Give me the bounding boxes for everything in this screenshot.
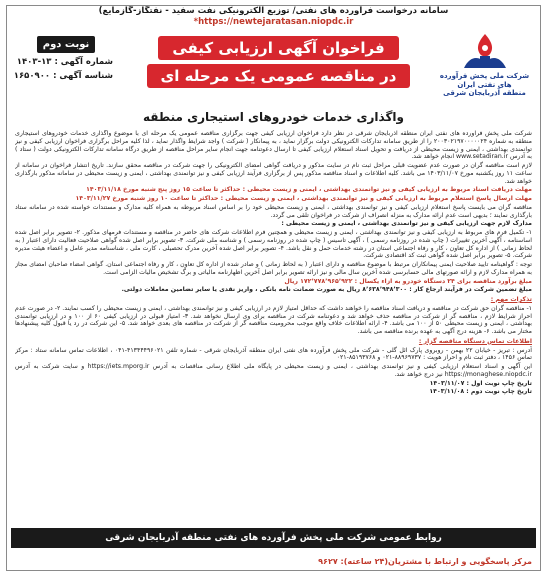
tender-subject: واگذاری خدمات خودروهای استیجاری منطقه (142, 110, 404, 124)
deadline-submit: مهلت ارسال پاسخ استعلام مربوط به ارزیابی کیفی و نیز توانمندی بهداشتی ، ایمنی و زیست محیطی : حداکثر تا ساعت ۱۰ روز شنبه مورخ ۱۴۰۳/۱۱/۲۷ (75, 195, 532, 202)
public-relations-bar: روابط عمومی شرکت ملی پخش فرآورده های نفتی منطقه آذربایجان شرقی (11, 528, 536, 548)
notice-numbers (15, 36, 113, 81)
estimate-amount: مبلغ برآورد مناقصه برای ۲۴ دستگاه خودرو به ازاء یکسال : ۱۷۲٬۷۷۸٬۹۶۵٬۹۲۲ ریال (284, 277, 532, 285)
paragraph-note: توجه : گواهینامه تایید صلاحیت ایمنی پیمانکاران مرتبط با موضوع مناقصه و دارای اعتبار ( به لحاظ زمانی ) و صادر شده از اداره کل تعاون ، کار و رفاه اجتماعی استان. گواهی امضاء صاحبان امضای مجاز به همراه مدارک لازم و ارائه صورتهای مالی حسابرسی شده آخرین سال مالی و نیز ارائه تصویر برابر اصل آخرین اظهارنامه مالیاتی و برگ تشخیص مالیات الزامی است. (15, 261, 532, 276)
header-strip (7, 6, 540, 30)
logo-name-line1: شرکت ملی پخش فرآورده های نفتی ایران (439, 72, 530, 89)
first-print-date: تاریخ چاپ نوبت اول : ۱۴۰۳/۱۱/۰۷ (429, 379, 532, 387)
system-line: سامانه درخواست فرآورده های نفتی/ توزیع الکترونیکی نفت سفید - نفتگاز-گازمایع) (98, 6, 449, 16)
notice-body (15, 130, 532, 482)
title-line-2: در مناقصه عمومی یک مرحله ای (147, 64, 411, 88)
second-print-date: تاریخ چاپ نوبت دوم : ۱۴۰۳/۱۱/۰۸ (429, 388, 532, 396)
required-docs-list: ۱- تکمیل فرم های مربوط به ارزیابی کیفی و نیز توانمندی بهداشتی ، ایمنی و زیست محیطی و همچنین فرم اطلاعات شرکت های حاضر در مناقصه و مستندات فرمهای مذکور. ۲- تصویر برابر اصل شده اساسنامه ، آگهی آخرین تغییرات ( چاپ شده در روزنامه رسمی ) ، آگهی تاسیس ( چاپ شده در روزنامه رسمی ) و شناسه ملی شرکت. ۳- تصویر برابر اصل شده گواهی صلاحیت فعالیت دارای اعتبار ( به لحاظ زمانی ) از اداره کل تعاون ، کار و رفاه اجتماعی استان در رشته خدمات حمل و نقل باشد. ۴- تصویر برابر اصل شده آخرین مدرک تحصیلی ، کارت ملی ، شناسنامه مدیر عامل و اعضاء هیئت مدیره شرکت. ۵- تصویر برابر اصل شده گواهی ثبت کد اقتصادی شرکت. (15, 229, 532, 260)
main-title (122, 36, 435, 88)
ad-id: شناسه آگهی : ۱۶۵۰۹۰۰ (13, 71, 113, 81)
company-logo (437, 32, 532, 108)
paragraph-registration: لازم است مناقصه گران در صورت عدم عضویت قبلی مراحل ثبت نام در سایت مذکور و دریافت گواهی امضای الکترونیکی را جهت شرکت در مناقصه محقق سازند. تاریخ انتشار فراخوان در سامانه از ساعت ۱۱ روز یکشنبه مورخ ۱۴۰۳/۱۱/۰۷ می باشد. کلیه اطلاعات و اسناد مناقصه مذکور پس از برگزاری فرآیند ارزیابی کیفی و نیز توانمندی بهداشتی ، ایمنی و زیست محیطی در سامانه مذکور بارگذاری خواهد شد. (15, 162, 532, 185)
advertisement-page (6, 5, 541, 571)
customer-support-line: مرکز پاسخگویی و ارتباط با مشتریان(۲۴ ساعته): ۹۶۲۷ (318, 557, 532, 566)
turn-badge: نوبت دوم (37, 36, 95, 53)
required-docs-title: مدارک لازم جهت ارزیابی کیفی و نیز توانمندی بهداشتی ، ایمنی و زیست محیطی : (281, 220, 532, 228)
contacts-text: آدرس : تبریز - خیابان ۲۲ بهمن - روبروی پارک ائل گلی - شرکت ملی پخش فرآورده های نفتی ایران منطقه آذربایجان شرقی - شماره تلفن ۴۱۳۴۴۴۹۶۰۲۱-۰۴۱ ، اطلاعات تماس سامانه ستاد : مرکز تماس ۱۴۵۶ ، دفتر ثبت نام و احراز هویت : ۸۸۹۶۹۷۳۷-۰۲۱ و ۸۵۱۹۳۷۶۸-۰۲۱ (15, 346, 532, 362)
contacts-title: اطلاعات تماس دستگاه مناقصه گزار : (418, 337, 532, 345)
logo-company-name (437, 72, 532, 98)
notes-list: ۱- مناقصه گران حق شرکت در مناقصه و دریافت اسناد مناقصه را خواهند داشت که حداقل امتیاز لازم در ارزیابی کیفی و نیز توانمندی بهداشتی ، ایمنی و زیست محیطی را کسب نمایند. ۲- در صورت عدم احراز شرایط لازم ، مناقصه گر از شرکت در مناقصه حذف خواهد شد و دعوتنامه شرکت در مناقصه برای وی ارسال نخواهد شد. ۳- امتیاز قبولی در ارزیابی کیفی ۶۰ از ۱۰۰ و در ارزیابی توانمندی بهداشتی ، ایمنی و زیست محیطی ۵۰ از ۱۰۰ می باشد. ۴- ارائه اطلاعات خلاف واقع موجب محرومیت مناقصه گر از شرکت در مناقصه های بعدی خواهد شد. ۵- این شرکت در رد یا قبول کلیه پیشنهادها مختار می باشد. ۶- هزینه درج آگهی به عهده برنده مناقصه می باشد. (15, 304, 532, 335)
guarantee-amount: مبلغ تضمین شرکت در فرآیند ارجاع کار : ۸٬۶۳۸٬۹۴۸٬۳۰۰ ریال به صورت ضمانت نامه بانکی ، واریز نقدی یا سایر تضامین معاملات دولتی. (121, 286, 532, 294)
notes-title: تذکرات مهم : (490, 296, 532, 303)
title-line-1: فراخوان آگهی ارزیابی کیفی (158, 36, 398, 60)
paragraph-submission: مناقصه گران می بایست پاسخ استعلام ارزیابی کیفی و نیز توانمندی بهداشتی ، ایمنی و زیست محیطی خود را بر اساس اسناد مربوطه به همراه کلیه مدارک و مستندات خواسته شده در سامانه ستاد بارگذاری نمایند ؛ بدیهی است عدم ارائه مدارک به منزله انصراف از شرکت در فراخوان تلقی می گردد. (15, 203, 532, 219)
website-link[interactable]: *https://newtejaratasan.niopdc.ir (193, 17, 354, 27)
niopdc-emblem-icon (458, 32, 512, 72)
ad-number: شماره آگهی : ۱۳-۱۴۰۳ (16, 57, 113, 67)
deadline-receive: مهلت دریافت اسناد مربوط به ارزیابی کیفی و نیز توانمندی بهداشتی ، ایمنی و زیست محیطی : حداکثر تا ساعت ۱۵ روز پنج شنبه مورخ ۱۴۰۳/۱۱/۱۸ (86, 186, 532, 194)
paragraph-publication: این آگهی و اسناد استعلام ارزیابی کیفی و نیز توانمندی بهداشتی ، ایمنی و زیست محیطی در پایگاه ملی اطلاع رسانی مناقصات به آدرس https://iets.mporg.ir و سایت شرکت به آدرس https://monaghese.niopdc.ir نیز درج خواهد شد. (15, 363, 532, 378)
logo-name-line2: منطقه آذربایجان شرقی (443, 89, 526, 97)
paragraph-intro: شرکت ملی پخش فرآورده های نفتی ایران منطقه آذربایجان شرقی در نظر دارد فراخوان ارزیابی کیفی جهت برگزاری مناقصه عمومی یک مرحله ای با موضوع واگذاری خدمات خودروهای استیجاری منطقه به شماره ۲۰۰۳۰۲۱۹۷۰۰۰۰۰۲۴ را از طریق سامانه تدارکات الکترونیکی دولت برگزار نماید ، به پیمانکار ( شرکت ) واجد شرایط واگذار نماید ، لذا کلیه مراحل برگزاری فراخوان ارزیابی کیفی و نیز توانمندی بهداشتی ، ایمنی و زیست محیطی از دریافت و تحویل اسناد استعلام ارزیابی کیفی تا ارسال دعوتنامه جهت انجام سایر مراحل مناقصه از طریق درگاه سامانه تدارکات الکترونیکی دولت ( ستاد ) به آدرس www.setadiran.ir انجام خواهد شد. (15, 130, 532, 161)
